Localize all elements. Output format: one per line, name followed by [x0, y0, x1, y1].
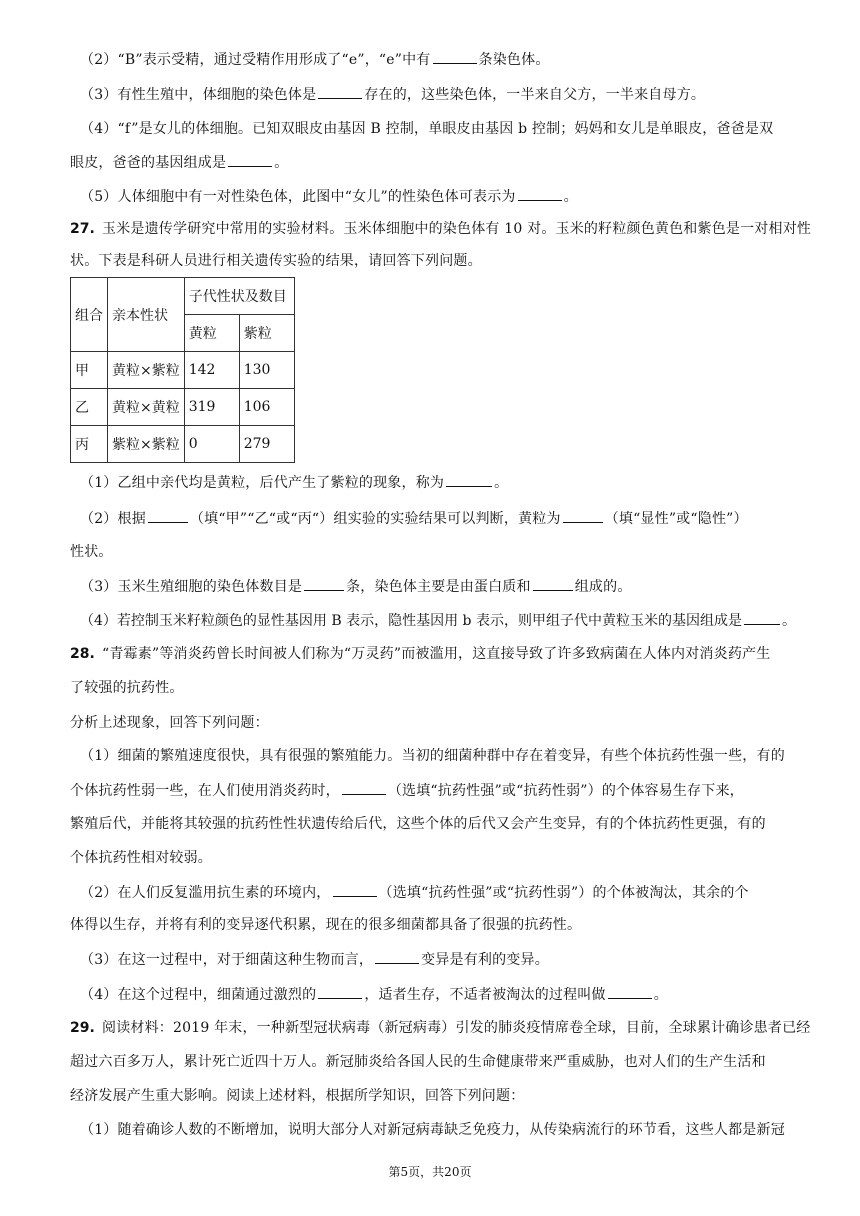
q27-intro-line2: 状。下表是科研人员进行相关遗传实验的结果，请回答下列问题。 [70, 253, 482, 269]
answer-blank[interactable] [446, 472, 492, 487]
q28-sub1-line3: 繁殖后代，并能将其较强的抗药性性状遗传给后代，这些个体的后代又会产生变异，有的个体抗药性更强，有的 [70, 816, 766, 832]
q28-sub3 [80, 949, 549, 970]
q28-sub4 [80, 984, 668, 1005]
q26-sub3-text: （3）有性生殖中，体细胞的染色体是 [80, 87, 317, 103]
table-row [71, 352, 295, 389]
q28-sub2-line2: 体得以生存，并将有利的变异逐代积累，现在的很多细菌都具备了很强的抗药性。 [70, 917, 582, 933]
answer-blank[interactable] [304, 576, 344, 591]
q27-sub2 [80, 508, 748, 529]
q28-intro-line2: 了较强的抗药性。 [70, 680, 184, 696]
q28-sub1-line1: （1）细菌的繁殖速度很快，具有很强的繁殖能力。当初的细菌种群中存在着变异，有些个体抗药性强一些，有的 [80, 748, 785, 764]
question-number-27: 27. [70, 221, 95, 237]
q27-sub1-text: （1）乙组中亲代均是黄粒，后代产生了紫粒的现象，称为 [80, 475, 445, 491]
table-header-row [71, 278, 295, 315]
q28-sub3-text: （3）在这一过程中，对于细菌这种生物而言， [80, 952, 374, 968]
q28-sub2 [80, 882, 749, 903]
genetics-table [70, 277, 295, 463]
q27-sub2-line2: 性状。 [70, 544, 113, 560]
q26-sub5 [80, 186, 578, 207]
cell-parent: 紫粒×紫粒 [108, 426, 185, 463]
q27-sub2-text-mid: （填“甲”“乙“或“丙“）组实验的实验结果可以判断，黄粒为 [189, 511, 561, 527]
q28-sub4-text-mid: ，适者生存，不适者被淘汰的过程叫做 [364, 987, 606, 1003]
q29-intro-line3: 经济发展产生重大影响。阅读上述材料，根据所学知识，回答下列问题： [70, 1088, 525, 1104]
answer-blank[interactable] [318, 984, 362, 999]
q29-intro-line1: 阅读材料：2019 年末，一种新型冠状病毒（新冠病毒）引发的肺炎疫情席卷全球，目前，全球累计确诊患者已经 [102, 1020, 811, 1036]
q28-intro-line3: 分析上述现象，回答下列问题： [70, 715, 269, 731]
cell-yellow: 142 [184, 352, 239, 389]
page-footer: 第5页，共20页 [388, 1165, 472, 1179]
q28-sub2-text-end: （选填“抗药性强”或“抗药性弱”）的个体被淘汰，其余的个 [378, 885, 749, 901]
q27-sub3-text-end: 组成的。 [574, 579, 632, 595]
answer-blank[interactable] [342, 780, 386, 795]
answer-blank[interactable] [563, 508, 603, 523]
cell-purple: 106 [239, 389, 294, 426]
q28-sub4-text: （4）在这个过程中，细菌通过激烈的 [80, 987, 317, 1003]
q28-sub2-text: （2）在人们反复滥用抗生素的环境内， [80, 885, 331, 901]
q27-sub1 [80, 472, 508, 493]
q26-sub3 [80, 84, 705, 105]
q29-intro-line2: 超过六百多万人，累计死亡近四十万人。新冠肺炎给各国人民的生命健康带来严重威胁，也对人们的生产生活和 [70, 1054, 766, 1070]
q28-sub1-text-end: （选填“抗药性强”或“抗药性弱”）的个体容易生存下来， [387, 783, 744, 799]
q27-sub3-text: （3）玉米生殖细胞的染色体数目是 [80, 579, 303, 595]
q28-intro-line1: “青霉素”等消炎药曾长时间被人们称为“万灵药”而被滥用，这直接导致了许多致病菌在人体内对消炎药产生 [102, 646, 771, 662]
q26-sub4-line2 [70, 152, 288, 173]
header-yellow: 黄粒 [184, 315, 239, 352]
answer-blank[interactable] [433, 49, 477, 64]
q26-sub4-text: 眼皮，爸爸的基因组成是 [70, 155, 227, 171]
table-row [71, 389, 295, 426]
q28-sub1-text: 个体抗药性弱一些，在人们使用消炎药时， [70, 783, 340, 799]
answer-blank[interactable] [533, 576, 573, 591]
cell-group: 丙 [71, 426, 108, 463]
q26-sub4-text-end: 。 [274, 155, 289, 171]
cell-parent: 黄粒×紫粒 [108, 352, 185, 389]
q27-sub4-text: （4）若控制玉米籽粒颜色的显性基因用 B 表示，隐性基因用 b 表示，则甲组子代中黄粒玉米的基因组成是 [80, 613, 742, 629]
cell-group: 甲 [71, 352, 108, 389]
q29-sub1: （1）随着确诊人数的不断增加，说明大部分人对新冠病毒缺乏免疫力，从传染病流行的环节看，这些人都是新冠 [80, 1122, 785, 1138]
answer-blank[interactable] [333, 882, 377, 897]
header-offspring: 子代性状及数目 [184, 278, 294, 315]
header-group: 组合 [71, 278, 108, 352]
q27-sub1-text-end: 。 [494, 475, 509, 491]
q27-sub2-text-end: （填“显性”或“隐性”） [604, 511, 748, 527]
q26-sub2 [80, 49, 550, 70]
q26-sub5-text-end: 。 [563, 189, 578, 205]
q28-sub1-line2 [70, 780, 744, 801]
q27-sub3 [80, 576, 632, 597]
q27-sub4-text-end: 。 [781, 613, 796, 629]
answer-blank[interactable] [318, 84, 362, 99]
cell-purple: 279 [239, 426, 294, 463]
q26-sub2-text-end: 条染色体。 [478, 52, 550, 68]
cell-parent: 黄粒×黄粒 [108, 389, 185, 426]
q28-sub4-text-end: 。 [653, 987, 668, 1003]
cell-yellow: 319 [184, 389, 239, 426]
q28-sub3-text-end: 变异是有利的变异。 [421, 952, 549, 968]
answer-blank[interactable] [228, 152, 272, 167]
q27-sub3-text-mid: 条，染色体主要是由蛋白质和 [346, 579, 531, 595]
question-number-28: 28. [70, 646, 95, 662]
header-parent-trait: 亲本性状 [108, 278, 185, 352]
q27-sub2-text: （2）根据 [80, 511, 146, 527]
header-purple: 紫粒 [239, 315, 294, 352]
question-number-29: 29. [70, 1020, 95, 1036]
cell-yellow: 0 [184, 426, 239, 463]
q26-sub4-line1: （4）“f”是女儿的体细胞。已知双眼皮由基因 B 控制，单眼皮由基因 b 控制；妈妈和女儿是单眼皮，爸爸是双 [80, 121, 774, 137]
answer-blank[interactable] [375, 949, 419, 964]
q26-sub5-text: （5）人体细胞中有一对性染色体，此图中“女儿”的性染色体可表示为 [80, 189, 516, 205]
answer-blank[interactable] [518, 186, 562, 201]
answer-blank[interactable] [148, 508, 188, 523]
cell-purple: 130 [239, 352, 294, 389]
q27-sub4 [80, 610, 796, 631]
answer-blank[interactable] [744, 610, 780, 625]
q26-sub2-text: （2）“B”表示受精，通过受精作用形成了“e”，“e”中有 [80, 52, 431, 68]
table-row [71, 426, 295, 463]
answer-blank[interactable] [608, 984, 652, 999]
q28-sub1-line4: 个体抗药性相对较弱。 [70, 850, 212, 866]
q27-intro-line1: 玉米是遗传学研究中常用的实验材料。玉米体细胞中的染色体有 10 对。玉米的籽粒颜色黄色和紫色是一对相对性 [102, 221, 812, 237]
q26-sub3-text-end: 存在的，这些染色体，一半来自父方，一半来自母方。 [364, 87, 706, 103]
cell-group: 乙 [71, 389, 108, 426]
